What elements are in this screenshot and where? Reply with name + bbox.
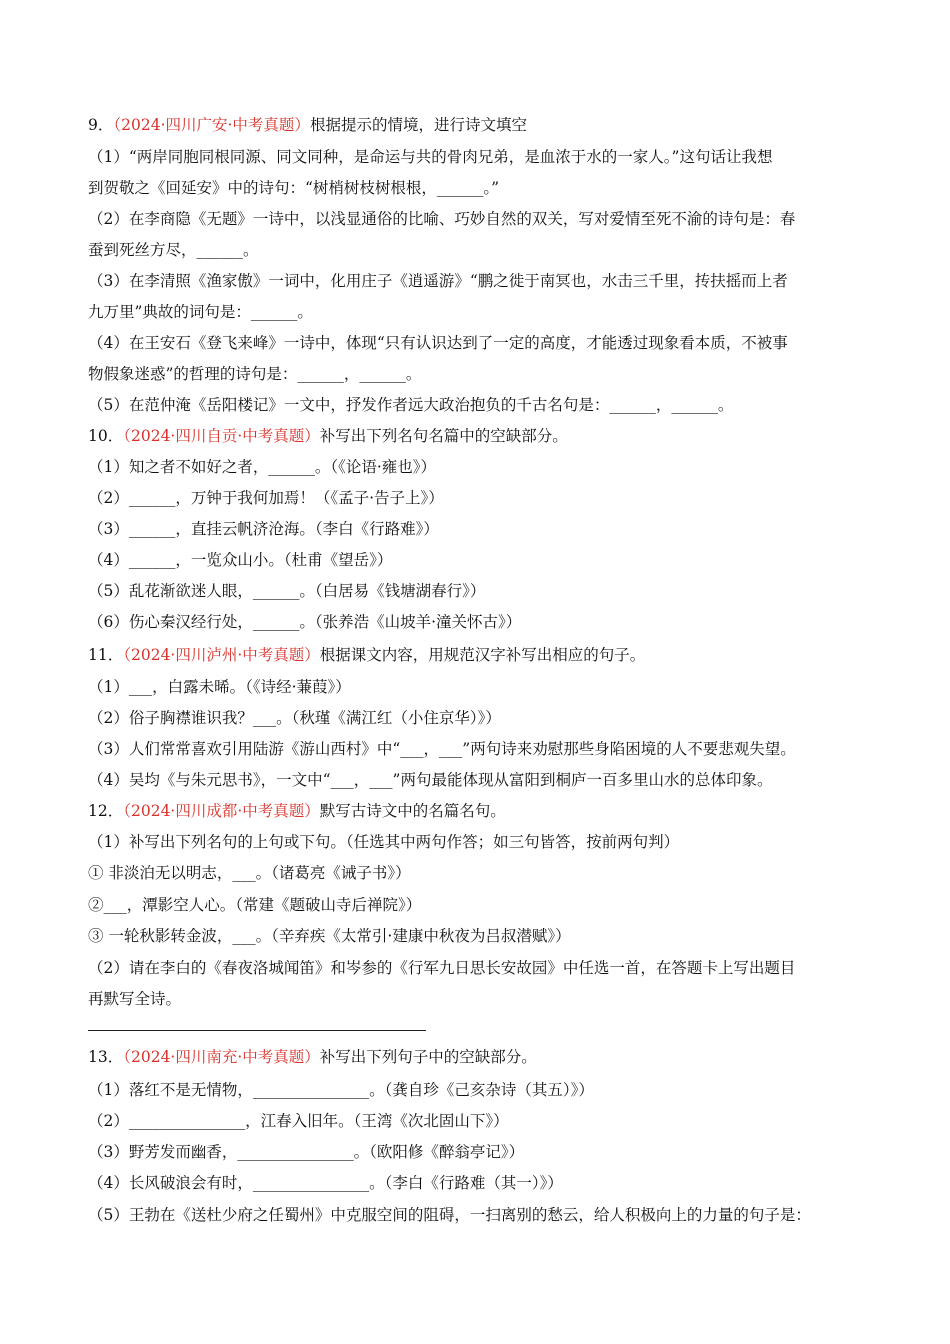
question-line: （4）______，一览众山小。（杜甫《望岳》） [88,551,393,569]
question-title: 根据课文内容，用规范汉字补写出相应的句子。 [319,646,646,664]
question-line: 蚕到死丝方尽，______。 [88,241,259,259]
question-line: （2）俗子胸襟谁识我？___。（秋瑾《满江红（小住京华）》） [88,709,501,727]
question-line: （1）___，白露未晞。（《诗经·蒹葭》） [88,678,351,696]
question-line: （5）在范仲淹《岳阳楼记》一文中，抒发作者远大政治抱负的千古名句是：______，______。 [88,396,734,414]
question-line: 再默写全诗。 [88,990,182,1008]
question-number: 13． [88,1048,124,1066]
question-line: （4）长风破浪会有时，_______________。（李白《行路难（其一）》） [88,1174,563,1192]
question-line: ③ 一轮秋影转金波，___。（辛弃疾《太常引·建康中秋夜为吕叔潜赋》） [88,927,571,945]
source-tag: （2024·四川广安·中考真题） [113,116,310,134]
question-number: 9． [88,116,114,134]
question-line: （3）人们常常喜欢引用陆游《游山西村》中“___，___”两句诗来劝慰那些身陷困境的人不要悲观失望。 [88,740,796,758]
answer-divider-line [88,1030,426,1031]
question-line: （2）请在李白的《春夜洛城闻笛》和岑参的《行军九日思长安故园》中任选一首，在答题卡上写出题目 [88,959,796,977]
question-number: 10． [88,427,124,445]
question-line: 到贺敬之《回延安》中的诗句：“树梢树枝树根根，______。” [88,179,500,197]
question-line: ②___，潭影空人心。（常建《题破山寺后禅院》） [88,896,422,914]
question-title: 根据提示的情境，进行诗文填空 [309,116,527,134]
question-line: 物假象迷惑”的哲理的诗句是：______，______。 [88,365,422,383]
question-12-header [88,801,878,821]
question-13-header [88,1047,878,1067]
question-line: 九万里”典故的词句是：______。 [88,303,313,321]
question-line: （5）王勃在《送杜少府之任蜀州》中克服空间的阻碍，一扫离别的愁云，给人积极向上的力量的句子是： [88,1206,811,1224]
question-line: （2）在李商隐《无题》一诗中，以浅显通俗的比喻、巧妙自然的双关，写对爱情至死不渝的诗句是：春 [88,210,796,228]
question-line: （4）在王安石《登飞来峰》一诗中，体现“只有认识达到了一定的高度，才能透过现象看本质，不被事 [88,334,788,352]
question-line: （6）伤心秦汉经行处，______。（张养浩《山坡羊·潼关怀古》） [88,613,522,631]
question-line: （5）乱花渐欲迷人眼，______。（白居易《钱塘湖春行》） [88,582,486,600]
source-tag: （2024·四川南充·中考真题） [123,1048,320,1066]
question-number: 11． [88,646,124,664]
question-line: （3）______，直挂云帆济沧海。（李白《行路难》） [88,520,439,538]
question-line: （1）补写出下列名句的上句或下句。（任选其中两句作答；如三句皆答，按前两句判） [88,833,680,851]
question-title: 补写出下列名句名篇中的空缺部分。 [319,427,568,445]
question-line: （1）“两岸同胞同根同源、同文同种，是命运与共的骨肉兄弟，是血浓于水的一家人。”这句话让我想 [88,148,773,166]
question-line: （3）在李清照《渔家傲》一词中，化用庄子《逍遥游》“鹏之徙于南冥也，水击三千里，抟扶摇而上者 [88,272,788,290]
question-10-header [88,426,878,446]
source-tag: （2024·四川成都·中考真题） [123,802,320,820]
question-line: （3）野芳发而幽香，_______________。（欧阳修《醉翁亭记》） [88,1143,525,1161]
question-line: （2）______，万钟于我何加焉！（《孟子·告子上》） [88,489,444,507]
question-line: （1）落红不是无情物，_______________。（龚自珍《己亥杂诗（其五）》） [88,1081,594,1099]
question-number: 12． [88,802,124,820]
source-tag: （2024·四川自贡·中考真题） [123,427,320,445]
question-title: 默写古诗文中的名篇名句。 [319,802,506,820]
question-line: （4）吴均《与朱元思书》，一文中“___，___”两句最能体现从富阳到桐庐一百多里山水的总体印象。 [88,771,773,789]
question-line: ① 非淡泊无以明志，___。（诸葛亮《诫子书》） [88,864,411,882]
question-line: （1）知之者不如好之者，______。（《论语·雍也》） [88,458,437,476]
question-line: （2）_______________，江春入旧年。（王湾《次北固山下》） [88,1112,509,1130]
source-tag: （2024·四川泸州·中考真题） [123,646,320,664]
question-11-header [88,645,878,665]
question-title: 补写出下列句子中的空缺部分。 [319,1048,537,1066]
question-9-header [88,115,878,135]
